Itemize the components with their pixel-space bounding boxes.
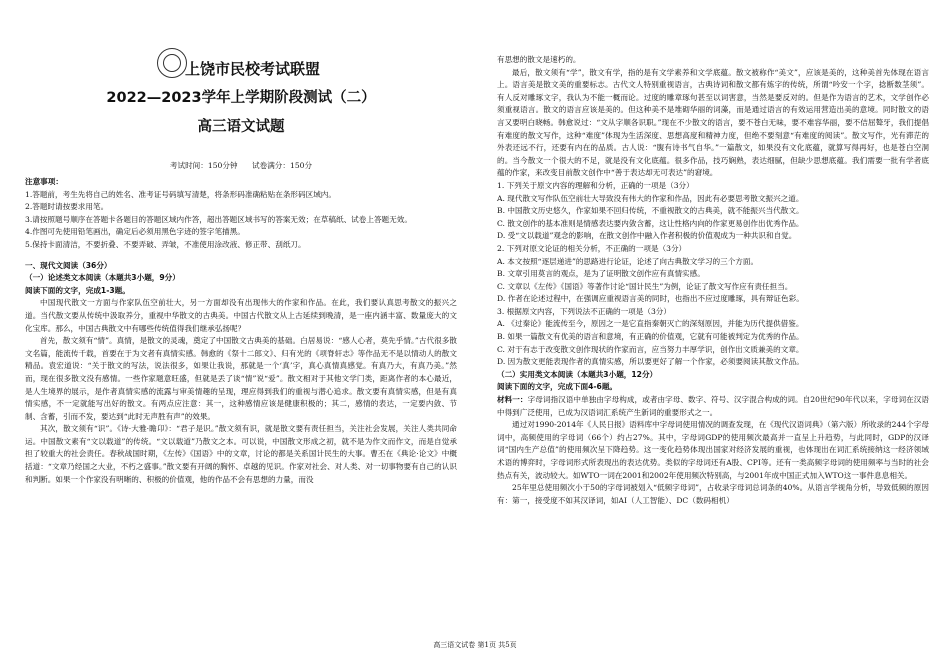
question-2-option: C. 文章以《左传》《国语》等著作讨论“国计民生”为例，论证了散文写作应有责任担当。	[497, 281, 793, 291]
question-1-option: D. 受“文以载道”观念的影响，在散文创作中融入作者积极的价值观成为一种共识和自觉。	[497, 231, 797, 241]
passage-paragraph: 最后，散文须有“学”，散文有学，指的是有文学素养和文学底蕴。散文被称作“美文”，应该是美的，这种美首先体现在语言上。语言美是散文美的重要标志。古代文人特别重视语言，古典诗词和散文都有炼字的传统，所谓“吟安一个字，捻断数茎须”。有人反对雕琢文字，我认为不能一概而论。过度的雕章琢句甚至以词害意，当然是要反对的。但是作为语言的艺术，文学创作必须重视语言。散文的语言应该是美的。但这种美不是堆砌华丽的词藻，而是通过语言的有效运用营造出美的意境。同时散文的语言又要明白晓畅。韩愈说过：“文从字顺各识职。”现在不少散文的语言，要不苍白无味，要不难容华丽，要不佶屈聱牙，我们提倡有难度的散文写作，这种“难度”体现为生活深度、思想高度和精神力度，但绝不要刻意“有难度的阅读”。散文写作，光有滞茫的外表还远不行，还要有内在的品质。古人说：“腹有诗书气自华。”一篇散文，如果没有文化底蕴，就算写得再好，也是苍白空洞的。当今散文一个很大的不足，就是没有文化底蕴。很多作品，技巧娴熟，表达细腻，但缺少思想底蕴。我们需要一批有学者底蕴的作家，来改变目前散文创作中“善于表达却无可表达”的窘境。	[497, 67, 929, 178]
question-2-stem: 2. 下列对原文论证的相关分析，不正确的一项是（3分）	[497, 243, 687, 253]
notice-item: 2.答题时请按要求用笔。	[25, 202, 109, 212]
school-seal-icon	[157, 48, 187, 78]
question-1-option: A. 现代散文写作队伍空前壮大导致没有伟大的作家和作品，因此有必要思考散文振兴之道。	[497, 193, 804, 203]
question-3-stem: 3. 根据原文内容，下列说法不正确的一项是（3分）	[497, 306, 671, 316]
question-1-option: C. 散文创作的基本准则是情感表达要内敛含蓄，这让性格内向的作家更易创作出优秀作品。	[497, 218, 804, 228]
section1-instruction: 阅读下面的文字，完成1-3题。	[25, 285, 130, 295]
page-footer: 高三语文试卷 第1页 共5页	[433, 641, 517, 649]
question-2-option: B. 文章引用莫言的观点，是为了证明散文创作应有真情实感。	[497, 269, 705, 279]
material-1	[497, 394, 929, 419]
notice-item: 4.作图可先使用铅笔画出，确定后必须用黑色字迹的签字笔描黑。	[25, 227, 245, 237]
score-label: 试卷满分：150分	[252, 161, 313, 170]
section1-sub2: （二）实用类文本阅读（本题共3小题，12分）	[497, 369, 658, 379]
section1-sub1: （一）论述类文本阅读（本题共3小题，9分）	[25, 273, 180, 283]
question-1-option: B. 中国散文历史悠久，作家如果不回归传统，不重视散文的古典美，就不能振兴当代散文。	[497, 206, 804, 216]
continuation-text: 有思想的散文是速朽的。	[497, 55, 581, 64]
notice-item: 5.保持卡面清洁，不要折叠、不要弄破、弄皱，不准使用涂改液、修正带、刮纸刀。	[25, 239, 306, 249]
exam-title: 2022—2023学年上学期阶段测试（二）	[106, 90, 376, 106]
notice-item: 3.请按照题号顺序在答题卡各题目的答题区域内作答，超出答题区域书写的答案无效；在草稿纸、试卷上答题无效。	[25, 214, 412, 224]
subject-title: 高三语文试题	[197, 119, 285, 135]
question-2-option: D. 作者在论述过程中，在强调应重视语言美的同时，也指出不应过度雕琢，具有辩证色彩。	[497, 294, 804, 304]
question-1-stem: 1. 下列关于原文内容的理解和分析，正确的一项是（3分）	[497, 180, 694, 190]
passage-paragraph: 首先，散文须有“情”。真情，是散文的灵魂，奠定了中国散文古典美的基础。白居易说：“感人心者，莫先乎情。”古代很多散文名篇，能流传千载，首要在于为文者有真情实感。韩愈的《祭十二郎文》、归有光的《项脊轩志》等作品无不是以情动人的散文精品。袁宏道说：“关于散文的写法，说法很多，如果让我说，那就是一个‘真’字，真心真情真感觉。有真乃大，有真乃美。”然而，现在很多散文没有感情。一些作家题意旺盛，但就是丢了谈“情”说“爱”。散文相对于其他文学门类，距离作者的本心最近，是人生境界的展示，是作者真情实感的流露与审美情趣的呈现，理应得到我们的重视与潜心追求。散文要有真情实感，但是有真情实感，不一定就能写出好的散文。有两点应注意：其一，这种感情应该是健康积极的；其二，感情的表达，一定要内敛、节制、含蓄，引而不发，要达到“此时无声胜有声”的效果。	[25, 336, 457, 421]
question-3-option: D. 因为散文更能表现作者的真情实感，所以要更好了解一个作家，必须要阅读其散文作品。	[497, 357, 804, 367]
question-3-option: A. 《过秦论》能流传至今，原因之一是它直指秦朝灭亡的深刻原因，并能为历代提供借鉴。	[497, 319, 804, 329]
question-2-option: A. 本文按照“逐层递进”的思路进行论证，论述了向古典散文学习的三个方面。	[497, 256, 759, 266]
right-column	[497, 0, 929, 507]
section1-heading: 一、现代文阅读（36分）	[25, 260, 112, 270]
section1-instruction2: 阅读下面的文字，完成下面4-6题。	[497, 382, 618, 392]
org-title: 上饶市民校考试联盟	[185, 60, 321, 78]
passage-paragraph: 其次，散文须有“识”。《诗·大雅·瞻卬》：“君子是识。”散文须有识，就是散文要有责任担当，关注社会发展，关注人类共同命运。中国散文素有“文以载道”的传统。“文以载道”乃散文之本。可以说，中国散文形成之初，就不是为作文而作文，而是自觉承担了较重大的社会责任。春秋战国时期，《左传》《国语》中的文章，讨论的都是关系国计民生的大事。曹丕在《典论·论文》中概括道：“文章乃经国之大业，不朽之盛事。”散文要有开阔的胸怀、卓越的见识。作家对社会、对人类、对一切事物要有自己的认识和判断。如果一个作家没有明晰的、积极的价值观，他的作品不会有思想的力量，而没	[25, 424, 457, 484]
question-3-option: C. 对于有志于改变散文创作现状的作家而言，应当努力丰厚学识，创作出文质兼美的文章。	[497, 344, 804, 354]
notice-heading: 注意事项：	[25, 177, 63, 186]
material-1-text: 字母词指汉语中单独由字母构成，或者由字母、数字、符号、汉字混合构成的词。自20世纪90年代以来，字母词在汉语中得到广泛使用，已成为汉语词汇系统产生新词的重要形式之一。	[497, 395, 930, 417]
notice-item: 1.答题前，考生先将自己的姓名、准考证号码填写清楚，将条形码准确粘贴在条形码区域内。	[25, 189, 336, 199]
question-3-option: B. 如果一篇散文有优美的语言和意境，有正确的价值观，它就有可能被判定为优秀的作品。	[497, 332, 804, 342]
exam-meta	[25, 160, 457, 171]
passage-paragraph: 中国现代散文一方面与作家队伍空前壮大，另一方面却没有出现伟大的作家和作品。在此，我们要认真思考散文的振兴之道。当代散文要从传统中汲取养分，重视中华散文的古典美。中国古代散文从上古延续到晚清，是一座内涵丰富、数量庞大的文化宝库。那么，中国古典散文中有哪些传统值得我们继承弘扬呢？	[25, 298, 457, 333]
exam-header	[25, 0, 457, 170]
material-paragraph: 25年里总使用频次小于50的字母词被划入“低频字母词”，占收录字母词总词条的40%。从语言学视角分析，导致低频的原因有：第一，接受度不如其汉译词，如AI（人工智能）、DC（数码相机）	[497, 483, 929, 505]
material-label: 材料一：	[497, 395, 528, 405]
material-paragraph: 通过对1990-2014年《人民日报》语料库中字母词使用情况的调查发现，在《现代汉语词典》（第六版）所收录的244个字母词中，高频使用的字母词（66个）约占27%。其中，字母词GDP的使用频次最高并一直呈上升趋势，与此同时，GDP的汉译词“国内生产总值”的使用频次呈下降趋势。这一变化趋势体现出国家对经济发展的重视，也体现出在词汇系统接纳这一经济领域术语的博弈时，字母词形式所表现出的表达优势。类似的字母词还有A股、CPI等。还有一类高频字母词的使用频率与当时的社会热点有关，波动较大。如WTO一词在2001和2002年使用频次特别高，与2001年成中国正式加入WTO这一事件息息相关。	[497, 420, 929, 480]
time-label: 考试时间：150分钟	[169, 161, 238, 170]
left-column	[25, 0, 457, 486]
